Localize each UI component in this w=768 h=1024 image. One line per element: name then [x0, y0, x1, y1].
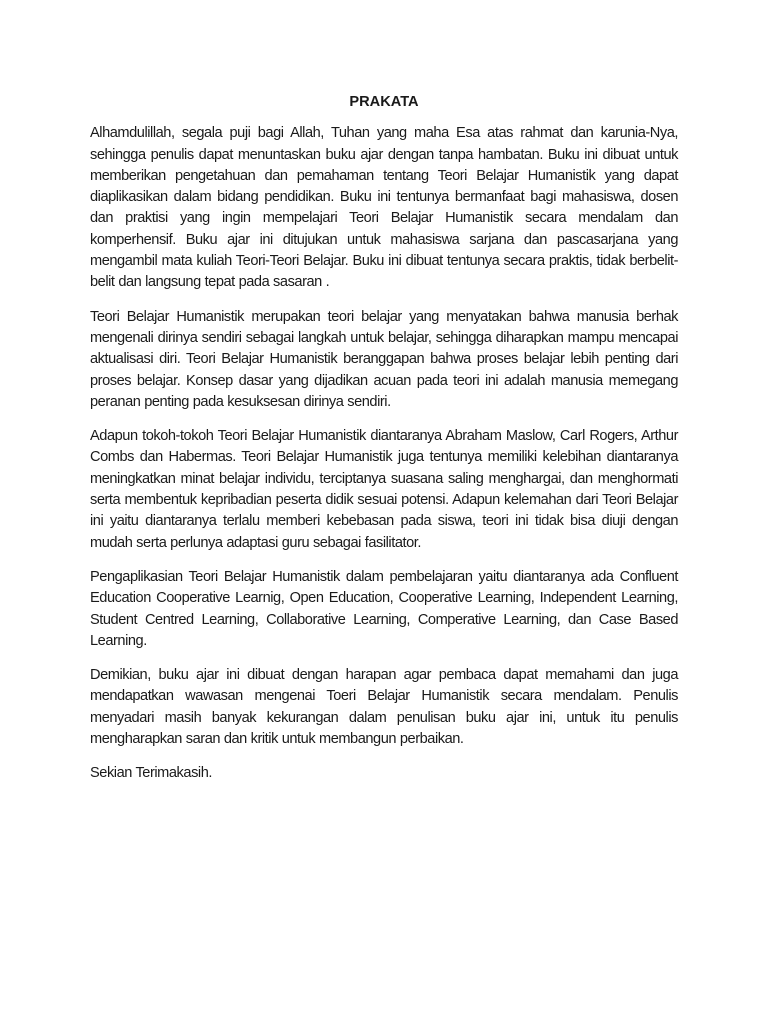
page-title: PRAKATA	[349, 94, 419, 110]
paragraph-figures: Adapun tokoh-tokoh Teori Belajar Humanistik diantaranya Abraham Maslow, Carl Rogers, Arthur Combs dan Habermas. Teori Belajar Humanistik juga tentunya memiliki kelebihan diantaranya meningkatkan minat belajar individu, terciptanya suasana saling menghargai, dan menghormati serta membentuk kepribadian peserta didik sesuai potensi. Adapun kelemahan dari Teori Belajar ini yaitu diantaranya terlalu memberi kebebasan pada siswa, teori ini tidak bisa diuji dengan mudah serta perlunya adaptasi guru sebagai fasilitator.	[90, 428, 678, 551]
closing-line: Sekian Terimakasih.	[90, 765, 212, 782]
paragraph-application: Pengaplikasian Teori Belajar Humanistik dalam pembelajaran yaitu diantaranya ada Confluent Education Cooperative Learnig, Open Education, Cooperative Learning, Independent Learning, Student Centred Learning, Collaborative Learning, Comperative Learning, dan Case Based Learning.	[90, 568, 678, 649]
paragraph-definition: Teori Belajar Humanistik merupakan teori belajar yang menyatakan bahwa manusia berhak mengenali dirinya sendiri sebagai langkah untuk belajar, sehingga diharapkan mampu mencapai aktualisasi diri. Teori Belajar Humanistik beranggapan bahwa proses belajar lebih penting dari proses belajar. Konsep dasar yang dijadikan acuan pada teori ini adalah manusia memegang peranan penting pada kesuksesan dirinya sendiri.	[90, 308, 678, 410]
document-body	[90, 92, 678, 798]
paragraph-opening: Alhamdulillah, segala puji bagi Allah, Tuhan yang maha Esa atas rahmat dan karunia-Nya, sehingga penulis dapat menuntaskan buku ajar dengan tanpa hambatan. Buku ini dibuat untuk memberikan pengetahuan dan pemahaman tentang Teori Belajar Humanistik yang dapat diaplikasikan dalam bidang pendidikan. Buku ini tentunya bermanfaat bagi mahasiswa, dosen dan praktisi yang ingin mempelajari Teori Belajar Humanistik secara mendalam dan komperhensif. Buku ajar ini ditujukan untuk mahasiswa sarjana dan pascasarjana yang mengambil mata kuliah Teori-Teori Belajar. Buku ini dibuat tentunya secara praktis, tidak berbelit-belit dan langsung tepat pada sasaran .	[90, 125, 678, 291]
paragraph-closing-remarks: Demikian, buku ajar ini dibuat dengan harapan agar pembaca dapat memahami dan juga mendapatkan wawasan mengenai Toeri Belajar Humanistik secara mendalam. Penulis menyadari masih banyak kekurangan dalam penulisan buku ajar ini, untuk itu penulis mengharapkan saran dan kritik untuk membangun perbaikan.	[90, 667, 678, 748]
